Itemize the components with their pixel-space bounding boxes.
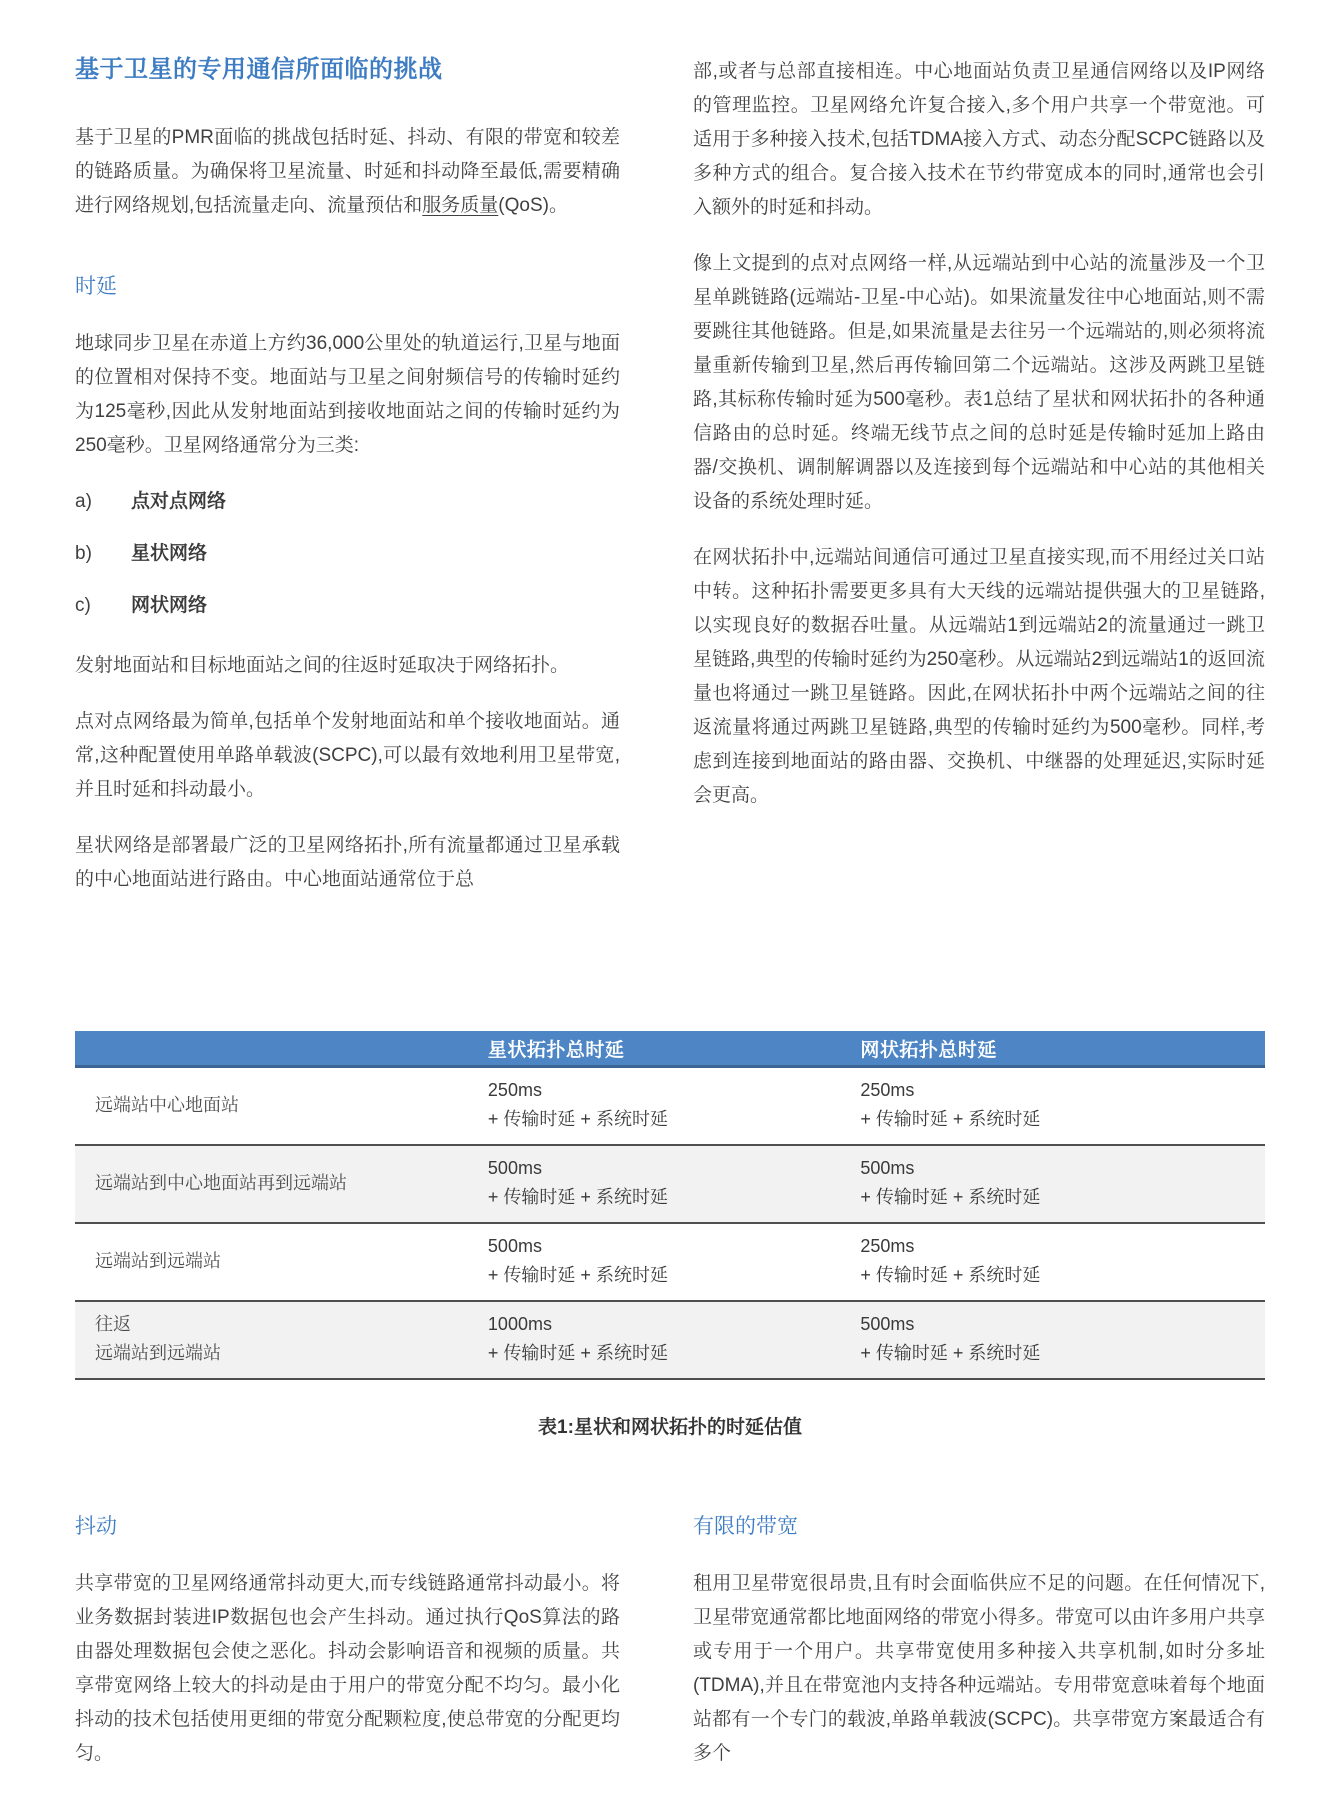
cell-line: 远端站到远端站 [95, 1250, 221, 1271]
cell-line: 远端站到远端站 [95, 1343, 221, 1363]
cell-line: 250ms [860, 1080, 915, 1100]
bandwidth-column [693, 1513, 1265, 1793]
route-cell [75, 1247, 488, 1276]
route-cell [75, 1310, 488, 1368]
cell-line: 500ms [860, 1158, 915, 1178]
intro-paragraph [75, 121, 620, 223]
cell-line: 500ms [487, 1236, 542, 1256]
intro-text-pre: 基于卫星的PMR面临的挑战包括时延、抖动、有限的带宽和较差的链路质量。为确保将卫星流量、时延和抖动降至最低,需要精确进行网络规划,包括流量走向、流量预估和 [75, 127, 620, 216]
page-title: 基于卫星的专用通信所面临的挑战 [75, 56, 443, 83]
cell-line: 500ms [487, 1158, 542, 1178]
cell-line: 远端站到中心地面站再到远端站 [95, 1172, 347, 1193]
bottom-columns [75, 1513, 1265, 1793]
table-row [75, 1146, 1265, 1224]
section-heading-jitter: 抖动 [75, 1515, 117, 1538]
table-row [75, 1302, 1265, 1380]
table-row [75, 1068, 1265, 1146]
cell-line: + 传输时延 + 系统时延 [860, 1265, 1041, 1285]
table-row [75, 1224, 1265, 1302]
cell-line: + 传输时延 + 系统时延 [860, 1343, 1041, 1363]
cell-line: 250ms [487, 1080, 542, 1100]
cell-line: 往返 [95, 1314, 131, 1334]
mesh-delay-cell [860, 1310, 1265, 1368]
jitter-paragraph: 共享带宽的卫星网络通常抖动更大,而专线链路通常抖动最小。将业务数据封装进IP数据包也会产生抖动。通过执行QoS算法的路由器处理数据包会使之恶化。抖动会影响语音和视频的质量。共享带宽网络上较大的抖动是由于用户的带宽分配不均匀。最小化抖动的技术包括使用更细的带宽分配颗粒度,使总带宽的分配更均匀。 [75, 1573, 620, 1764]
latency-p2p-paragraph: 点对点网络最为简单,包括单个发射地面站和单个接收地面站。通常,这种配置使用单路单载波(SCPC),可以最有效地利用卫星带宽,并且时延和抖动最小。 [75, 711, 620, 800]
left-column [75, 55, 620, 919]
list-marker: b) [75, 543, 92, 564]
list-marker: a) [75, 491, 92, 512]
latency-mesh-paragraph: 在网状拓扑中,远端站间通信可通过卫星直接实现,而不用经过关口站中转。这种拓扑需要更多具有大天线的远端站提供强大的卫星链路,以实现良好的数据吞吐量。从远端站1到远端站2的流量通过一跳卫星链路,典型的传输时延约为250毫秒。从远端站2到远端站1的返回流量也将通过一跳卫星链路。因此,在网状拓扑中两个远端站之间的往返流量将通过两跳卫星链路,典型的传输时延约为500毫秒。同样,考虑到连接到地面站的路由器、交换机、中继器的处理延迟,实际时延会更高。 [693, 547, 1265, 806]
delay-table-body [75, 1068, 1265, 1380]
star-delay-cell [488, 1310, 860, 1368]
mesh-delay-cell [860, 1154, 1265, 1212]
cell-line: + 传输时延 + 系统时延 [860, 1109, 1041, 1129]
table-header-mesh: 网状拓扑总时延 [860, 1039, 997, 1061]
list-item-label: 星状网络 [131, 543, 208, 564]
cell-line: + 传输时延 + 系统时延 [487, 1187, 668, 1207]
latency-singlehop-paragraph: 像上文提到的点对点网络一样,从远端站到中心站的流量涉及一个卫星单跳链路(远端站-卫星-中心站)。如果流量发往中心地面站,则不需要跳往其他链路。但是,如果流量是去往另一个远端站的,则必须将流量重新传输到卫星,然后再传输回第二个远端站。这涉及两跳卫星链路,其标称传输时延为500毫秒。表1总结了星状和网状拓扑的各种通信路由的总时延。终端无线节点之间的总时延是传输时延加上路由器/交换机、调制解调器以及连接到每个远端站和中心站的其他相关设备的系统处理时延。 [693, 253, 1265, 512]
list-item [75, 537, 620, 571]
top-columns [75, 55, 1265, 919]
latency-star-paragraph-right: 部,或者与总部直接相连。中心地面站负责卫星通信网络以及IP网络的管理监控。卫星网络允许复合接入,多个用户共享一个带宽池。可适用于多种接入技术,包括TDMA接入方式、动态分配SCPC链路以及多种方式的组合。复合接入技术在节约带宽成本的同时,通常也会引入额外的时延和抖动。 [693, 61, 1265, 218]
list-item-label: 网状网络 [131, 595, 208, 616]
cell-line: + 传输时延 + 系统时延 [487, 1109, 668, 1129]
cell-line: 1000ms [487, 1314, 552, 1334]
cell-line: + 传输时延 + 系统时延 [487, 1343, 668, 1363]
cell-line: 远端站中心地面站 [95, 1094, 239, 1115]
cell-line: 250ms [860, 1236, 915, 1256]
cell-line: 500ms [860, 1314, 915, 1334]
route-cell [75, 1169, 488, 1198]
delay-table-header [75, 1031, 1265, 1068]
table-header-star: 星状拓扑总时延 [487, 1039, 625, 1061]
delay-table [75, 1031, 1265, 1380]
latency-topology-paragraph: 发射地面站和目标地面站之间的往返时延取决于网络拓扑。 [75, 655, 570, 676]
cell-line: + 传输时延 + 系统时延 [487, 1265, 668, 1285]
mesh-delay-cell [860, 1232, 1265, 1290]
latency-star-paragraph-left: 星状网络是部署最广泛的卫星网络拓扑,所有流量都通过卫星承载的中心地面站进行路由。中心地面站通常位于总 [75, 835, 620, 890]
star-delay-cell [488, 1154, 860, 1212]
section-heading-bandwidth: 有限的带宽 [693, 1515, 798, 1538]
list-item [75, 485, 620, 519]
star-delay-cell [488, 1232, 860, 1290]
bandwidth-paragraph: 租用卫星带宽很昂贵,且有时会面临供应不足的问题。在任何情况下,卫星带宽通常都比地面网络的带宽小得多。带宽可以由许多用户共享或专用于一个用户。共享带宽使用多种接入共享机制,如时分多址(TDMA),并且在带宽池内支持各种远端站。专用带宽意味着每个地面站都有一个专门的载波,单路单载波(SCPC)。共享带宽方案最适合有多个 [693, 1573, 1265, 1764]
network-type-list [75, 485, 620, 623]
right-column [693, 55, 1265, 835]
mesh-delay-cell [860, 1076, 1265, 1134]
list-marker: c) [75, 595, 91, 616]
section-heading-latency: 时延 [75, 275, 117, 298]
cell-line: + 传输时延 + 系统时延 [860, 1187, 1041, 1207]
list-item-label: 点对点网络 [131, 491, 227, 512]
intro-text-post: (QoS)。 [498, 195, 568, 216]
table-caption: 表1:星状和网状拓扑的时延估值 [538, 1417, 802, 1438]
jitter-column [75, 1513, 620, 1793]
latency-orbit-paragraph: 地球同步卫星在赤道上方约36,000公里处的轨道运行,卫星与地面的位置相对保持不变。地面站与卫星之间射频信号的传输时延约为125毫秒,因此从发射地面站到接收地面站之间的传输时延约为250毫秒。卫星网络通常分为三类: [75, 333, 620, 456]
qos-underlined-term: 服务质量 [422, 195, 499, 216]
star-delay-cell [488, 1076, 860, 1134]
route-cell [75, 1091, 488, 1120]
list-item [75, 589, 620, 623]
